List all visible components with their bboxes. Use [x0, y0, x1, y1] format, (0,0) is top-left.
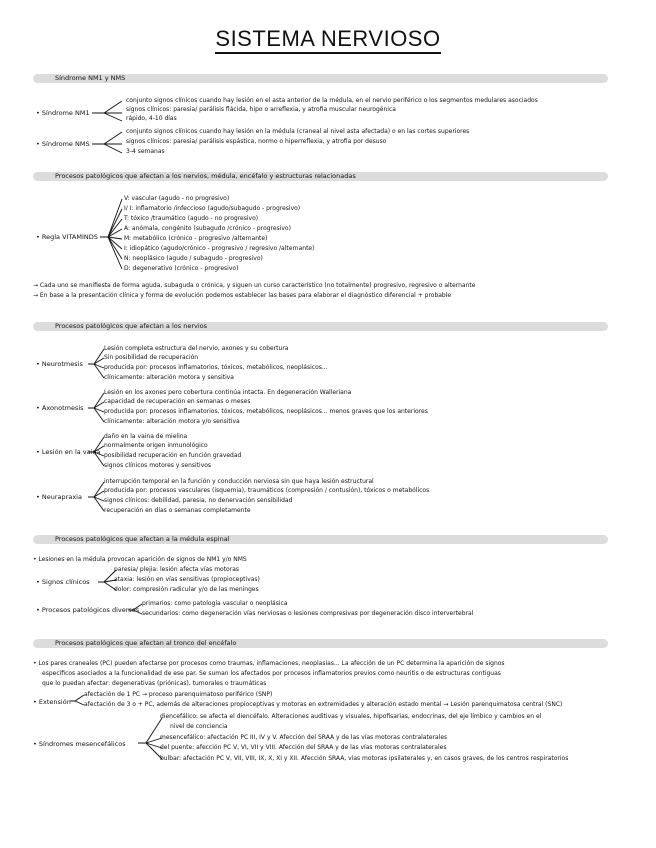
- section-header-medula: Procesos patológicos que afectan a la médula espinal: [33, 535, 608, 544]
- axonotmesis-line: capacidad de recuperación en semanas o meses: [104, 398, 251, 405]
- sindromes-line: diencefálico: se afecta el diencéfalo. Alteraciones auditivas y visuales, hipofisarias, endocrinas, del eje límbico y cambios en el: [160, 713, 542, 720]
- vitamin-item: A: anómala, congénito (subagudo /crónico - progresivo): [124, 225, 291, 232]
- vitamin-item: V: vascular (agudo - no progresivo): [124, 195, 230, 202]
- signos-line: paresia/ plejia: lesión afecta vías motoras: [114, 566, 240, 573]
- nms-line: conjunto signos clínicos cuando hay lesión en la médula (craneal al nivel asta afectada) o en las cortes superiores: [126, 128, 470, 135]
- nm1-label: • Síndrome NM1: [36, 109, 90, 117]
- neurotmesis-label: • Neurotmesis: [36, 360, 83, 368]
- vaina-line: posibilidad recuperación en función gravedad: [104, 452, 242, 459]
- vitamin-note: → En base a la presentación clínica y forma de evolución podemos establecer las bases para elaborar el diagnóstico diferencial + probable: [33, 292, 452, 299]
- axonotmesis-line: producida por: procesos inflamatorios, tóxicos, metabólicos, neoplásicos... menos graves que los anteriores: [104, 408, 428, 415]
- vitamin-note: → Cada uno se manifiesta de forma aguda, subaguda o crónica, y siguen un curso característico (no totalmente) progresivo, regresivo o alternante: [33, 282, 476, 289]
- section-header-nm: Síndrome NM1 y NMS: [33, 74, 608, 83]
- brace-nm1: [92, 96, 128, 126]
- nm1-line: conjunto signos clínicos cuando hay lesión en el asta anterior de la médula, en el nervio periférico o los segmentos medulares asociados: [126, 97, 538, 104]
- axonotmesis-line: clínicamente: alteración motora y/o sensitiva: [104, 418, 240, 425]
- axonotmesis-label: • Axonotmesis: [36, 404, 84, 412]
- axonotmesis-line: Lesión en los axones pero cobertura continúa intacta. En degeneración Walleriana: [104, 389, 352, 396]
- neurotmesis-line: clínicamente: alteración motora y sensitiva: [104, 374, 234, 381]
- vaina-line: normalmente origen inmunológico: [104, 442, 208, 449]
- medula-intro: • Lesiones en la médula provocan aparición de signos de NM1 y/o NMS: [33, 556, 247, 563]
- section-header-nervios: Procesos patológicos que afectan a los nervios: [33, 322, 608, 331]
- signos-line: ataxia: lesión en vías sensitivas (propioceptivas): [114, 576, 260, 583]
- brace-vitamin: [100, 195, 126, 275]
- procesos-line: secundarios: como degeneración vías nerviosas o lesiones compresivas por degeneración disco intervertebral: [142, 610, 474, 617]
- extension-line: afectación de 3 o + PC, además de alteraciones propioceptivas y motoras en extremidades y alteración estado mental → Lesión parenquimatosa central (SNC): [84, 701, 563, 708]
- neurotmesis-line: Sin posibilidad de recuperación: [104, 354, 199, 361]
- vitamin-label: • Regla VITAMINDS: [36, 233, 98, 241]
- nm1-line: rápido, 4-10 días: [126, 115, 177, 122]
- neurapraxia-line: interrupción temporal en la función y conducción nerviosa sin que haya lesión estructural: [104, 478, 374, 485]
- vitamin-item: D: degenerativo (crónico - progresivo): [124, 265, 239, 272]
- signos-label: • Signos clínicos: [36, 578, 90, 586]
- sindromes-line: del puente: afección PC V, VI, VII y VIII. Afección del SRAA y de las vías motoras contralaterales: [160, 744, 447, 751]
- vitamin-item: N: neoplásico (agudo / subagudo - progresivo): [124, 255, 263, 262]
- nm1-line: signos clínicos: paresia/ parálisis flácida, hipo o arreflexia, y atrofia muscular neurogénica: [126, 106, 396, 113]
- sindromes-line: mesencefálico: afectación PC III, IV y V. Afección del SRAA y de las vías motoras contralaterales: [160, 734, 448, 741]
- vaina-line: daño en la vaina de mielina: [104, 433, 188, 440]
- section-header-vitamin: Procesos patológicos que afectan a los nervios, médula, encéfalo y estructuras relacionadas: [33, 172, 608, 181]
- vitamin-item: M: metabólico (crónico - progresivo /alternante): [124, 235, 268, 242]
- nms-line: signos clínicos: paresia/ parálisis espástica, normo o hiperreflexia, y atrofia por desuso: [126, 138, 387, 145]
- section-header-tronco: Procesos patológicos que afectan al tronco del encéfalo: [33, 639, 608, 648]
- tronco-intro: • Los pares craneales (PC) pueden afectarse por procesos como traumas, inflamaciones, neoplasias... La afección de un PC determina la aparición de signos: [33, 660, 505, 667]
- vitamin-item: I: idiopático (agudo/crónico - progresivo / regresivo /alternante): [124, 245, 315, 252]
- vitamin-item: I/ I: inflamatorio /infeccioso (agudo/subagudo - progresivo): [124, 205, 301, 212]
- nms-label: • Síndrome NMS: [36, 140, 90, 148]
- sindromes-line: bulbar: afectación PC V, VII, VIII, IX, X, XI y XII. Afección SRAA, vías motoras ipsilaterales y, en casos graves, de los centros respiratorios: [160, 755, 569, 762]
- extension-label: • Extensión: [33, 698, 71, 706]
- tronco-intro: específicos asociados a la funcionalidad de ese par. Se suman los afectados por procesos inflamatorios previos como neuritis o de estructuras contiguas: [42, 670, 501, 677]
- vaina-line: signos clínicos motores y sensitivos: [104, 462, 212, 469]
- tronco-intro: que lo puedan afectar: degenerativas (priónicas), tumorales o traumáticas: [42, 680, 267, 687]
- procesos-label: • Procesos patológicos diversos: [36, 606, 140, 614]
- procesos-line: primarios: como patología vascular o neoplásica: [142, 600, 288, 607]
- neurotmesis-line: producida por: procesos inflamatorios, tóxicos, metabólicos, neoplásicos...: [104, 364, 328, 371]
- neurapraxia-line: signos clínicos: debilidad, paresia, no denervación sensibilidad: [104, 497, 293, 504]
- extension-line: afectación de 1 PC → proceso parenquimatoso periférico (SNP): [84, 691, 273, 698]
- nms-line: 3-4 semanas: [126, 148, 165, 155]
- brace-nms: [92, 127, 128, 157]
- vaina-label: • Lesión en la vaina: [36, 448, 101, 456]
- neurapraxia-label: • Neurapraxia: [36, 493, 82, 501]
- vitamin-item: T: tóxico /traumático (agudo - no progresivo): [124, 215, 259, 222]
- page-title: SISTEMA NERVIOSO: [0, 26, 656, 52]
- signos-line: dolor: compresión radicular y/o de las meninges: [114, 586, 259, 593]
- neurapraxia-line: producida por: procesos vasculares (isquemia), traumáticos (compresión / contusión), tóxicos o metabólicos: [104, 487, 430, 494]
- neurotmesis-line: Lesión completa estructura del nervio, axones y su cobertura: [104, 345, 289, 352]
- sindromes-label: • Síndromes mesencefálicos: [33, 740, 126, 748]
- neurapraxia-line: recuperación en días o semanas completamente: [104, 507, 251, 514]
- sindromes-line: nivel de conciencia: [170, 723, 228, 730]
